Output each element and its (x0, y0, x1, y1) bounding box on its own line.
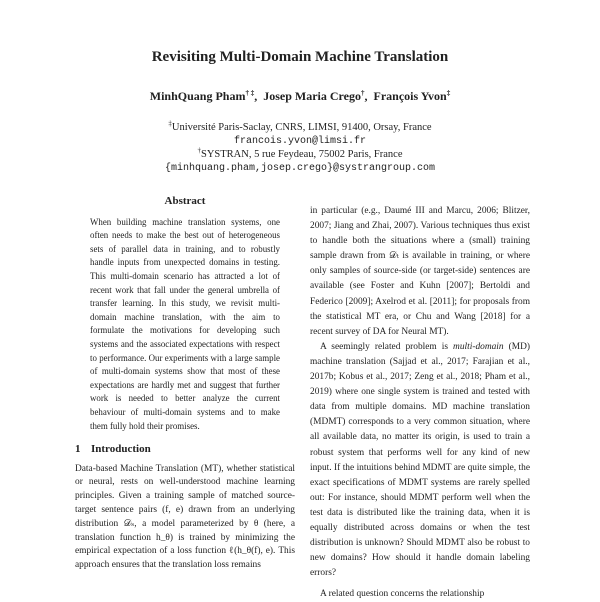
affiliation-text: SYSTRAN, 5 rue Feydeau, 75002 Paris, France (200, 149, 403, 160)
body-paragraph: in particular (e.g., Daumé III and Marcu, 2006; Blitzer, 2007; Jiang and Zhai, 2007). Various techniques thus exist to handle both the situations where a (small) training sample drawn from 𝒟ₜ is available in training, or where only samples of source-side (or target-side) sentences are available (see Foster and Kuhn [2007]; Bertoldi and Federico [2009]; Axelrod et al. [2011]; for proposals from the statistical MT era, or Chu and Wang [2018] for a recent survey of DA for Neural MT). (310, 206, 530, 337)
right-column (310, 204, 530, 602)
body-paragraph (310, 340, 530, 582)
emphasis-text: multi-domain (453, 341, 504, 352)
author-name: François Yvon (373, 89, 447, 103)
section-heading (75, 442, 295, 457)
author-list: MinhQuang Pham† ‡, Josep Maria Crego†, François Yvon‡ (149, 89, 451, 103)
affiliation-2 (0, 148, 600, 161)
abstract-heading: Abstract (164, 195, 206, 207)
affiliation-mark: ‡ (168, 119, 172, 128)
author-mark: † ‡ (245, 89, 255, 97)
text-run: (MD) machine translation (Sajjad et al., 2017; Farajian et al., 2017b; Kobus et al., 2017; Zeng et al., 2018; Pham et al., 2019) where one single system is trained and tested with data from multiple domains. MD machine translation (MDMT) corresponds to a very common situation, where all available data, no matter its origin, is used to train a robust system that performs well for any kind of new input. If the intuitions behind MDMT are quite simple, the exact specifications of MDMT systems are rarely spelled out: For instance, should MDMT perform well when the test data is distributed like the training data, when it is equally distributed across domains or when the test distribution is unknown? Should MDMT also be robust to new domains? How should it handle domain labeling errors? (310, 341, 530, 579)
email-2[interactable]: {minhquang.pham,josep.crego}@systrangroup.com (164, 163, 436, 174)
section-title: Introduction (91, 443, 151, 456)
left-column (75, 194, 295, 573)
abstract-text: When building machine translation systems, one often needs to make the best out of heterogeneous sets of parallel data in training, and to robustly handle inputs from unexpected domains in testing. This multi-domain scenario has attracted a lot of recent work that fall under the general umbrella of transfer learning. In this study, we revisit multi-domain machine translation, with the aim to formulate the motivations for developing such systems and the associated expectations with respect to performance. Our experiments with a large sample of multi-domain systems show that most of these expectations are hardly met and suggest that further work is needed to better analyze the current behaviour of multi-domain systems and to make them fully hold their promises. (90, 216, 280, 431)
affiliation-mark: † (197, 146, 201, 155)
author-name: MinhQuang Pham (149, 89, 246, 103)
author-mark: ‡ (446, 89, 451, 97)
section-number: 1 (75, 443, 81, 456)
affiliation-text: Université Paris-Saclay, CNRS, LIMSI, 91400, Orsay, France (171, 122, 432, 133)
intro-paragraph: Data-based Machine Translation (MT), whether statistical or neural, rests on well-understood machine learning principles. Given a training sample of matched source-target sentence pairs (f, e) drawn from an underlying distribution 𝒟ₛ, a model parameterized by θ (here, a translation function h_θ) is trained by minimizing the empirical expectation of a loss function ℓ(h_θ(f), e). This approach ensures that the translation loss remains (75, 463, 295, 571)
body-paragraph: A related question concerns the relationship (320, 589, 485, 600)
author-name: Josep Maria Crego (263, 89, 361, 103)
author-mark: † (360, 89, 365, 97)
affiliation-1 (0, 121, 600, 134)
text-run: A seemingly related problem is (320, 341, 454, 352)
email-1[interactable]: francois.yvon@limsi.fr (233, 136, 367, 147)
paper-title: Revisiting Multi-Domain Machine Translation (151, 49, 449, 65)
